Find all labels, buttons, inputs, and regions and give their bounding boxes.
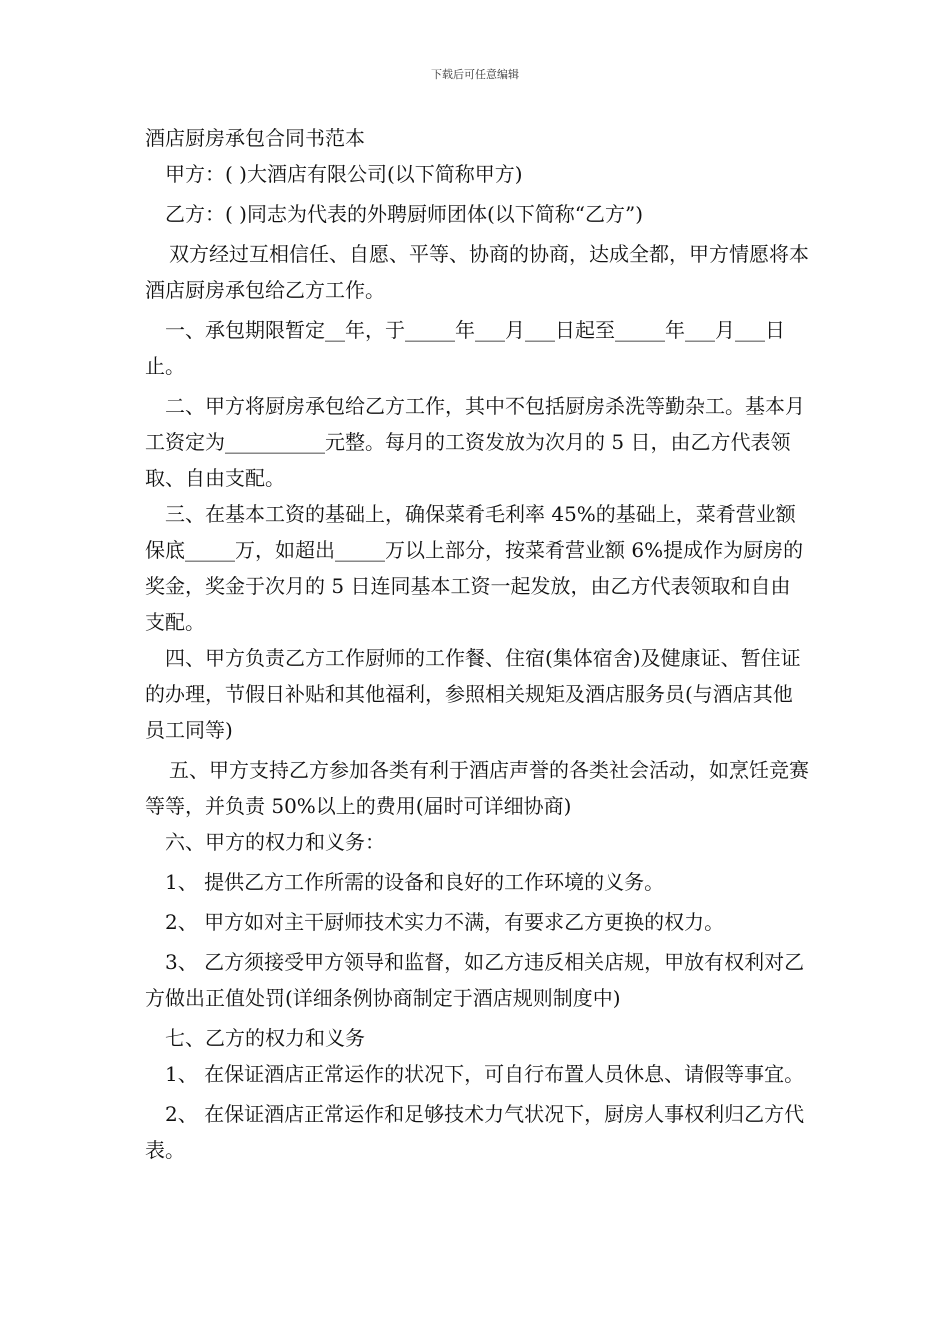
list-item-7-1: 1、 在保证酒店正常运作的状况下，可自行布置人员休息、请假等事宜。 bbox=[165, 1062, 805, 1086]
page-header: 下载后可任意编辑 bbox=[431, 68, 519, 81]
list-item-6-3: 3、 乙方须接受甲方领导和监督，如乙方违反相关店规，甲放有权利对乙方做出正值处罚(详细条例协商制定于酒店规则制度中) bbox=[145, 950, 805, 1010]
paragraph-clause-1: 一、承包期限暂定__年，于_____年___月___日起至_____年___月___日止。 bbox=[145, 318, 785, 378]
paragraph-clause-2: 二、甲方将厨房承包给乙方工作，其中不包括厨房杀洗等勤杂工。基本月工资定为__________元整。每月的工资发放为次月的 5 日，由乙方代表领取、自由支配。 bbox=[145, 394, 805, 490]
list-item-6-1: 1、 提供乙方工作所需的设备和良好的工作环境的义务。 bbox=[165, 870, 665, 894]
document-body bbox=[145, 120, 810, 1168]
list-item-7-2: 2、 在保证酒店正常运作和足够技术力气状况下，厨房人事权利归乙方代表。 bbox=[145, 1102, 805, 1162]
list-item-6-2: 2、 甲方如对主干厨师技术实力不满，有要求乙方更换的权力。 bbox=[165, 910, 725, 934]
paragraph-party-a: 甲方：( )大酒店有限公司(以下简称甲方) bbox=[165, 162, 523, 186]
paragraph-intro: 双方经过互相信任、自愿、平等、协商的协商，达成全都，甲方情愿将本酒店厨房承包给乙方工作。 bbox=[145, 242, 809, 302]
paragraph-clause-5: 五、甲方支持乙方参加各类有利于酒店声誉的各类社会活动，如烹饪竞赛等等，并负责 50%以上的费用(届时可详细协商) bbox=[145, 758, 809, 818]
paragraph-clause-6-heading: 六、甲方的权力和义务： bbox=[165, 830, 385, 854]
document-title: 酒店厨房承包合同书范本 bbox=[145, 126, 365, 150]
paragraph-clause-3: 三、在基本工资的基础上，确保菜肴毛利率 45%的基础上，菜肴营业额保底_____万，如超出_____万以上部分，按菜肴营业额 6%提成作为厨房的奖金，奖金于次月的 5 日连同基本工资一起发放，由乙方代表领取和自由支配。 bbox=[145, 502, 804, 634]
paragraph-clause-4: 四、甲方负责乙方工作厨师的工作餐、住宿(集体宿舍)及健康证、暂住证的办理，节假日补贴和其他福利，参照相关规矩及酒店服务员(与酒店其他员工同等) bbox=[145, 646, 801, 742]
paragraph-clause-7-heading: 七、乙方的权力和义务 bbox=[165, 1026, 365, 1050]
paragraph-party-b: 乙方：( )同志为代表的外聘厨师团体(以下简称“乙方”) bbox=[165, 202, 644, 226]
